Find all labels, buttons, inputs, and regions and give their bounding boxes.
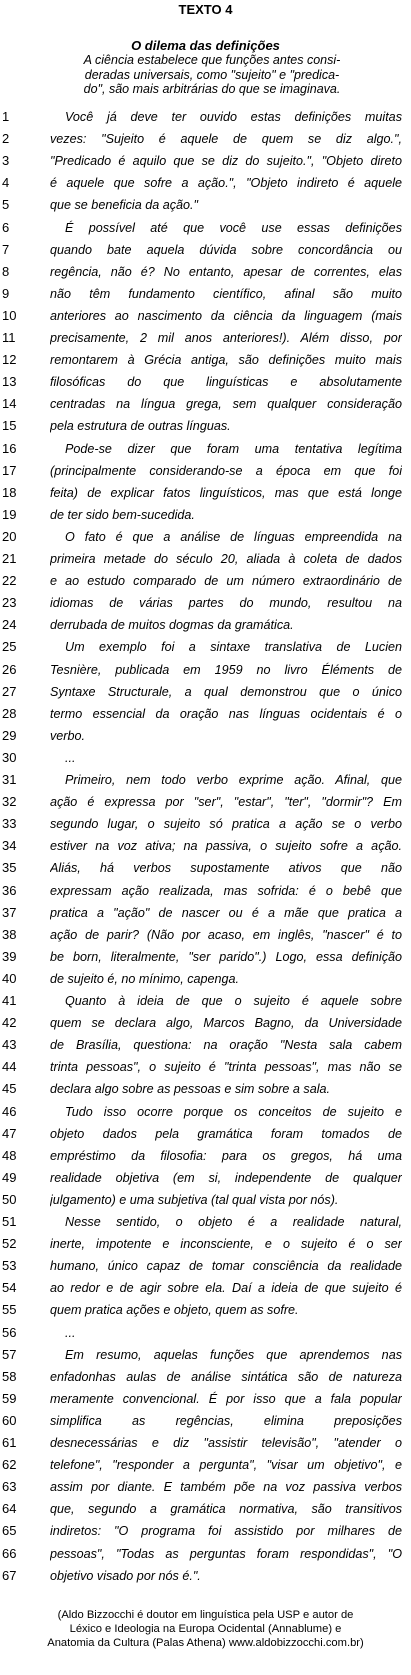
line-number: 53 (2, 1258, 17, 1274)
line-text: É possível até que você use essas definições (65, 220, 402, 235)
line-text: estiver na voz ativa; na passiva, o sujeito sofre a ação. (50, 839, 402, 854)
line-number: 28 (2, 705, 17, 721)
line-number: 39 (2, 948, 17, 964)
line-text: verbo. (50, 728, 86, 743)
line-text: que se beneficia da ação." (50, 198, 199, 213)
author-note (0, 1608, 411, 1650)
line-number: 46 (2, 1103, 17, 1119)
text-line (0, 462, 411, 480)
line-number: 22 (2, 573, 17, 589)
line-text: enfadonhas aulas de análise sintática são de natureza (50, 1369, 402, 1384)
line-number: 36 (2, 882, 17, 898)
line-number: 18 (2, 484, 17, 500)
line-number: 27 (2, 683, 17, 699)
line-text: de Brasília, questiona: na oração "Nesta sala cabem (50, 1038, 402, 1053)
line-text: simplifica as regências, elimina preposições (50, 1413, 402, 1428)
line-text: objetivo visado por nós é.". (50, 1568, 201, 1583)
line-text: segundo lugar, o sujeito só pratica a ação se o verbo (50, 817, 402, 832)
article-title: O dilema das definições (131, 38, 280, 53)
line-text: julgamento) e uma subjetiva (tal qual vista por nós). (50, 1192, 339, 1207)
line-text: Um exemplo foi a sintaxe translativa de Lucien (65, 640, 402, 655)
line-text: pratica a "ação" de nascer ou é a mãe que pratica a (50, 905, 402, 920)
line-number: 26 (2, 661, 17, 677)
line-number: 63 (2, 1479, 17, 1495)
author-note-line: Léxico e Ideologia na Europa Ocidental (Annablume) e (69, 1623, 342, 1635)
text-line (0, 1235, 411, 1253)
text-line (0, 926, 411, 944)
line-text: (principalmente considerando-se a época em que foi (50, 463, 402, 478)
line-text: Syntaxe Structurale, a qual demonstrou que o único (50, 684, 402, 699)
line-text: pela estrutura de outras línguas. (50, 419, 231, 434)
text-line (0, 1324, 411, 1342)
line-text: telefone", "responder a pergunta", "visar um objetivo", e (50, 1458, 402, 1473)
article-subtitle (20, 53, 404, 97)
text-line (0, 528, 411, 546)
line-number: 42 (2, 1015, 17, 1031)
text-line (0, 683, 411, 701)
line-number: 44 (2, 1059, 17, 1075)
text-line (0, 815, 411, 833)
text-line (0, 285, 411, 303)
author-note-line: Anatomia da Cultura (Palas Athena) www.aldobizzocchi.com.br) (47, 1637, 364, 1649)
line-number: 49 (2, 1169, 17, 1185)
line-number: 57 (2, 1346, 17, 1362)
line-number: 7 (2, 241, 10, 257)
line-number: 24 (2, 617, 17, 633)
line-text: Pode-se dizer que foram uma tentativa legítima (65, 441, 402, 456)
line-text: que, segundo a gramática normativa, são transitivos (50, 1502, 402, 1517)
line-number: 4 (2, 175, 10, 191)
line-number: 16 (2, 440, 17, 456)
text-line (0, 395, 411, 413)
line-text: desnecessárias e diz "assistir televisão", "atender o (50, 1436, 402, 1450)
text-line (0, 1191, 411, 1209)
text-line (0, 351, 411, 369)
line-number: 55 (2, 1302, 17, 1318)
text-line (0, 992, 411, 1010)
line-number: 47 (2, 1125, 17, 1141)
line-number: 43 (2, 1037, 17, 1053)
text-line (0, 1301, 411, 1319)
line-number: 41 (2, 993, 17, 1008)
text-line (0, 1346, 411, 1364)
line-text: humano, único capaz de tomar consciência da realidade (50, 1259, 402, 1274)
line-number: 17 (2, 462, 17, 478)
text-line (0, 263, 411, 281)
line-number: 3 (2, 153, 10, 169)
line-number: 6 (2, 219, 10, 235)
line-text: e ao estudo comparado de um número extraordinário de (50, 574, 402, 589)
text-line (0, 749, 411, 767)
line-text: Tudo isso ocorre porque os conceitos de sujeito e (65, 1104, 402, 1119)
line-text: quem se declara algo, Marcos Bagno, da Universidade (50, 1016, 402, 1031)
subtitle-line: A ciência estabelece que funções antes consi- (83, 53, 341, 67)
line-text: pessoas", "Todas as perguntas foram respondidas", "O (50, 1546, 402, 1561)
text-line (0, 108, 411, 126)
text-line (0, 1522, 411, 1540)
text-line (0, 970, 411, 988)
line-text: filosóficas do que linguísticas e absolutamente (50, 375, 402, 390)
text-line (0, 1058, 411, 1076)
line-text: objeto dados pela gramática foram tomados de (50, 1126, 402, 1141)
line-number: 51 (2, 1214, 17, 1229)
line-number: 40 (2, 970, 17, 986)
line-text: precisamente, 2 mil anos anteriores!). Além disso, por (50, 331, 402, 345)
line-text: regência, não é? No entanto, apesar de correntes, elas (50, 264, 402, 279)
line-text: ... (65, 750, 76, 765)
line-number: 48 (2, 1147, 17, 1163)
line-number: 35 (2, 860, 17, 876)
text-heading: TEXTO 4 (178, 2, 233, 17)
text-line (0, 550, 411, 568)
line-text: indiretos: "O programa foi assistido por milhares de (50, 1524, 402, 1539)
text-line (0, 1500, 411, 1518)
line-number: 1 (2, 109, 10, 124)
text-line (0, 882, 411, 900)
line-text: de sujeito é, no mínimo, capenga. (50, 971, 240, 986)
text-line (0, 1125, 411, 1143)
subtitle-line: deradas universais, como "sujeito" e "predica- (84, 67, 340, 82)
text-line (0, 1545, 411, 1563)
text-line (0, 1478, 411, 1496)
line-number: 13 (2, 374, 17, 390)
text-line (0, 174, 411, 192)
text-line (0, 572, 411, 590)
line-text: Em resumo, aquelas funções que aprendemos nas (65, 1347, 402, 1362)
line-number: 30 (2, 749, 17, 765)
text-line (0, 1014, 411, 1032)
line-number: 31 (2, 772, 17, 787)
line-text: meramente convencional. É por isso que a fala popular (50, 1391, 402, 1406)
line-number: 5 (2, 197, 10, 213)
text-line (0, 705, 411, 723)
line-number: 54 (2, 1280, 17, 1296)
text-line (0, 594, 411, 612)
text-line (0, 219, 411, 237)
line-number: 61 (2, 1435, 17, 1450)
line-number: 23 (2, 595, 17, 611)
line-text: quando bate aquela dúvida sobre concordância ou (50, 242, 402, 257)
line-text: ao redor e de agir sobre ela. Daí a ideia de que sujeito é (50, 1281, 402, 1296)
text-line (0, 1368, 411, 1386)
line-text: realidade objetiva (em si, independente de qualquer (50, 1170, 402, 1185)
line-text: é aquele que sofre a ação.", "Objeto indireto é aquele (50, 176, 402, 191)
line-number: 50 (2, 1191, 17, 1207)
line-text: Você já deve ter ouvido estas definições muitas (65, 110, 402, 124)
line-text: quem pratica ações e objeto, quem as sofre. (50, 1303, 299, 1318)
line-text: ação é expressa por "ser", "estar", "ter", "dormir"? Em (50, 795, 402, 810)
line-number: 38 (2, 926, 17, 942)
line-number: 67 (2, 1567, 17, 1583)
text-line (0, 837, 411, 855)
text-line (0, 152, 411, 170)
text-line (0, 241, 411, 259)
text-line (0, 638, 411, 656)
line-number: 58 (2, 1368, 17, 1384)
line-text: Quanto à ideia de que o sujeito é aquele sobre (65, 994, 402, 1008)
line-text: derrubada de muitos dogmas da gramática. (50, 618, 294, 633)
line-text: trinta pessoas", o sujeito é "trinta pessoas", mas não se (50, 1060, 402, 1075)
line-text: não têm fundamento científico, afinal são muito (50, 286, 402, 301)
text-line (0, 417, 411, 435)
line-text: O fato é que a análise de línguas empreendida na (65, 529, 402, 544)
text-line (0, 130, 411, 148)
text-line (0, 1103, 411, 1121)
text-line (0, 793, 411, 811)
text-line (0, 1169, 411, 1187)
line-number: 14 (2, 396, 17, 412)
line-text: idiomas de várias partes do mundo, resultou na (50, 596, 402, 611)
text-line (0, 1390, 411, 1408)
line-number: 34 (2, 838, 17, 854)
text-line (0, 506, 411, 524)
text-line (0, 1257, 411, 1275)
line-text: inerte, impotente e inconsciente, e o sujeito é o ser (50, 1237, 402, 1252)
text-line (0, 661, 411, 679)
line-number: 15 (2, 418, 17, 434)
text-line (0, 859, 411, 877)
text-line (0, 1412, 411, 1430)
text-line (0, 727, 411, 745)
line-text: anteriores ao nascimento da ciência da linguagem (mais (50, 308, 402, 323)
line-number: 64 (2, 1501, 17, 1517)
line-number: 8 (2, 263, 10, 279)
text-line (0, 1213, 411, 1231)
line-number: 29 (2, 727, 17, 743)
subtitle-line: do", são mais arbitrárias do que se imaginava. (83, 82, 341, 96)
text-line (0, 1434, 411, 1452)
line-number: 9 (2, 285, 10, 301)
line-number: 66 (2, 1545, 17, 1561)
line-number: 21 (2, 551, 17, 566)
line-number: 45 (2, 1081, 17, 1097)
line-number: 25 (2, 639, 17, 655)
text-line (0, 440, 411, 458)
text-line (0, 373, 411, 391)
line-text: feita) de explicar fatos linguísticos, mas que está longe (50, 485, 402, 500)
line-text: de ter sido bem-sucedida. (50, 507, 195, 522)
line-number: 65 (2, 1523, 17, 1539)
text-line (0, 948, 411, 966)
text-line (0, 904, 411, 922)
author-note-line: (Aldo Bizzocchi é doutor em linguística pela USP e autor de (57, 1609, 354, 1621)
line-number: 37 (2, 904, 17, 920)
line-text: centradas na língua grega, sem qualquer consideração (50, 397, 402, 412)
line-number: 12 (2, 352, 17, 368)
line-number: 59 (2, 1390, 17, 1406)
line-number: 62 (2, 1457, 17, 1473)
line-text: primeira metade do século 20, aliada à coleta de dados (50, 552, 402, 566)
text-line (0, 1456, 411, 1474)
text-line (0, 771, 411, 789)
line-text: vezes: "Sujeito é aquele de quem se diz algo.", (50, 132, 402, 147)
line-text: empréstimo da filosofia: para os gregos, há uma (50, 1148, 402, 1163)
line-number: 11 (2, 330, 16, 345)
line-text: expressam ação realizada, mas sofrida: é o bebê que (50, 883, 402, 898)
line-text: Tesnière, publicada em 1959 no livro Éléments de (50, 662, 402, 677)
line-number: 20 (2, 528, 17, 544)
text-line (0, 1279, 411, 1297)
line-number: 10 (2, 307, 17, 323)
line-number: 19 (2, 506, 17, 522)
line-text: "Predicado é aquilo que se diz do sujeito.", "Objeto direto (50, 154, 402, 169)
text-line (0, 307, 411, 325)
text-line (0, 484, 411, 502)
text-line (0, 1567, 411, 1585)
line-text: declara algo sobre as pessoas e sim sobre a sala. (50, 1082, 331, 1097)
line-text: ... (65, 1325, 76, 1340)
line-text: termo essencial da oração nas línguas ocidentais é o (50, 706, 402, 721)
line-text: be born, literalmente, "ser parido".) Logo, essa definição (50, 949, 402, 964)
text-line (0, 616, 411, 634)
line-text: remontarem à Grécia antiga, são definições muito mais (50, 353, 402, 368)
text-line (0, 1080, 411, 1098)
text-line (0, 1036, 411, 1054)
text-line (0, 196, 411, 214)
line-number: 60 (2, 1412, 17, 1428)
line-number: 56 (2, 1324, 17, 1340)
text-line (0, 329, 411, 347)
line-number: 2 (2, 131, 10, 147)
line-text: Nesse sentido, o objeto é a realidade natural, (65, 1215, 402, 1229)
line-text: Aliás, há verbos supostamente ativos que não (50, 861, 402, 876)
line-number: 33 (2, 816, 17, 832)
line-text: assim por diante. E também põe na voz passiva verbos (50, 1480, 402, 1495)
line-text: ação de parir? (Não por acaso, em inglês, "nascer" é to (50, 927, 402, 942)
line-number: 32 (2, 794, 17, 810)
line-text: Primeiro, nem todo verbo exprime ação. Afinal, que (65, 773, 402, 787)
line-number: 52 (2, 1236, 17, 1252)
text-line (0, 1147, 411, 1165)
